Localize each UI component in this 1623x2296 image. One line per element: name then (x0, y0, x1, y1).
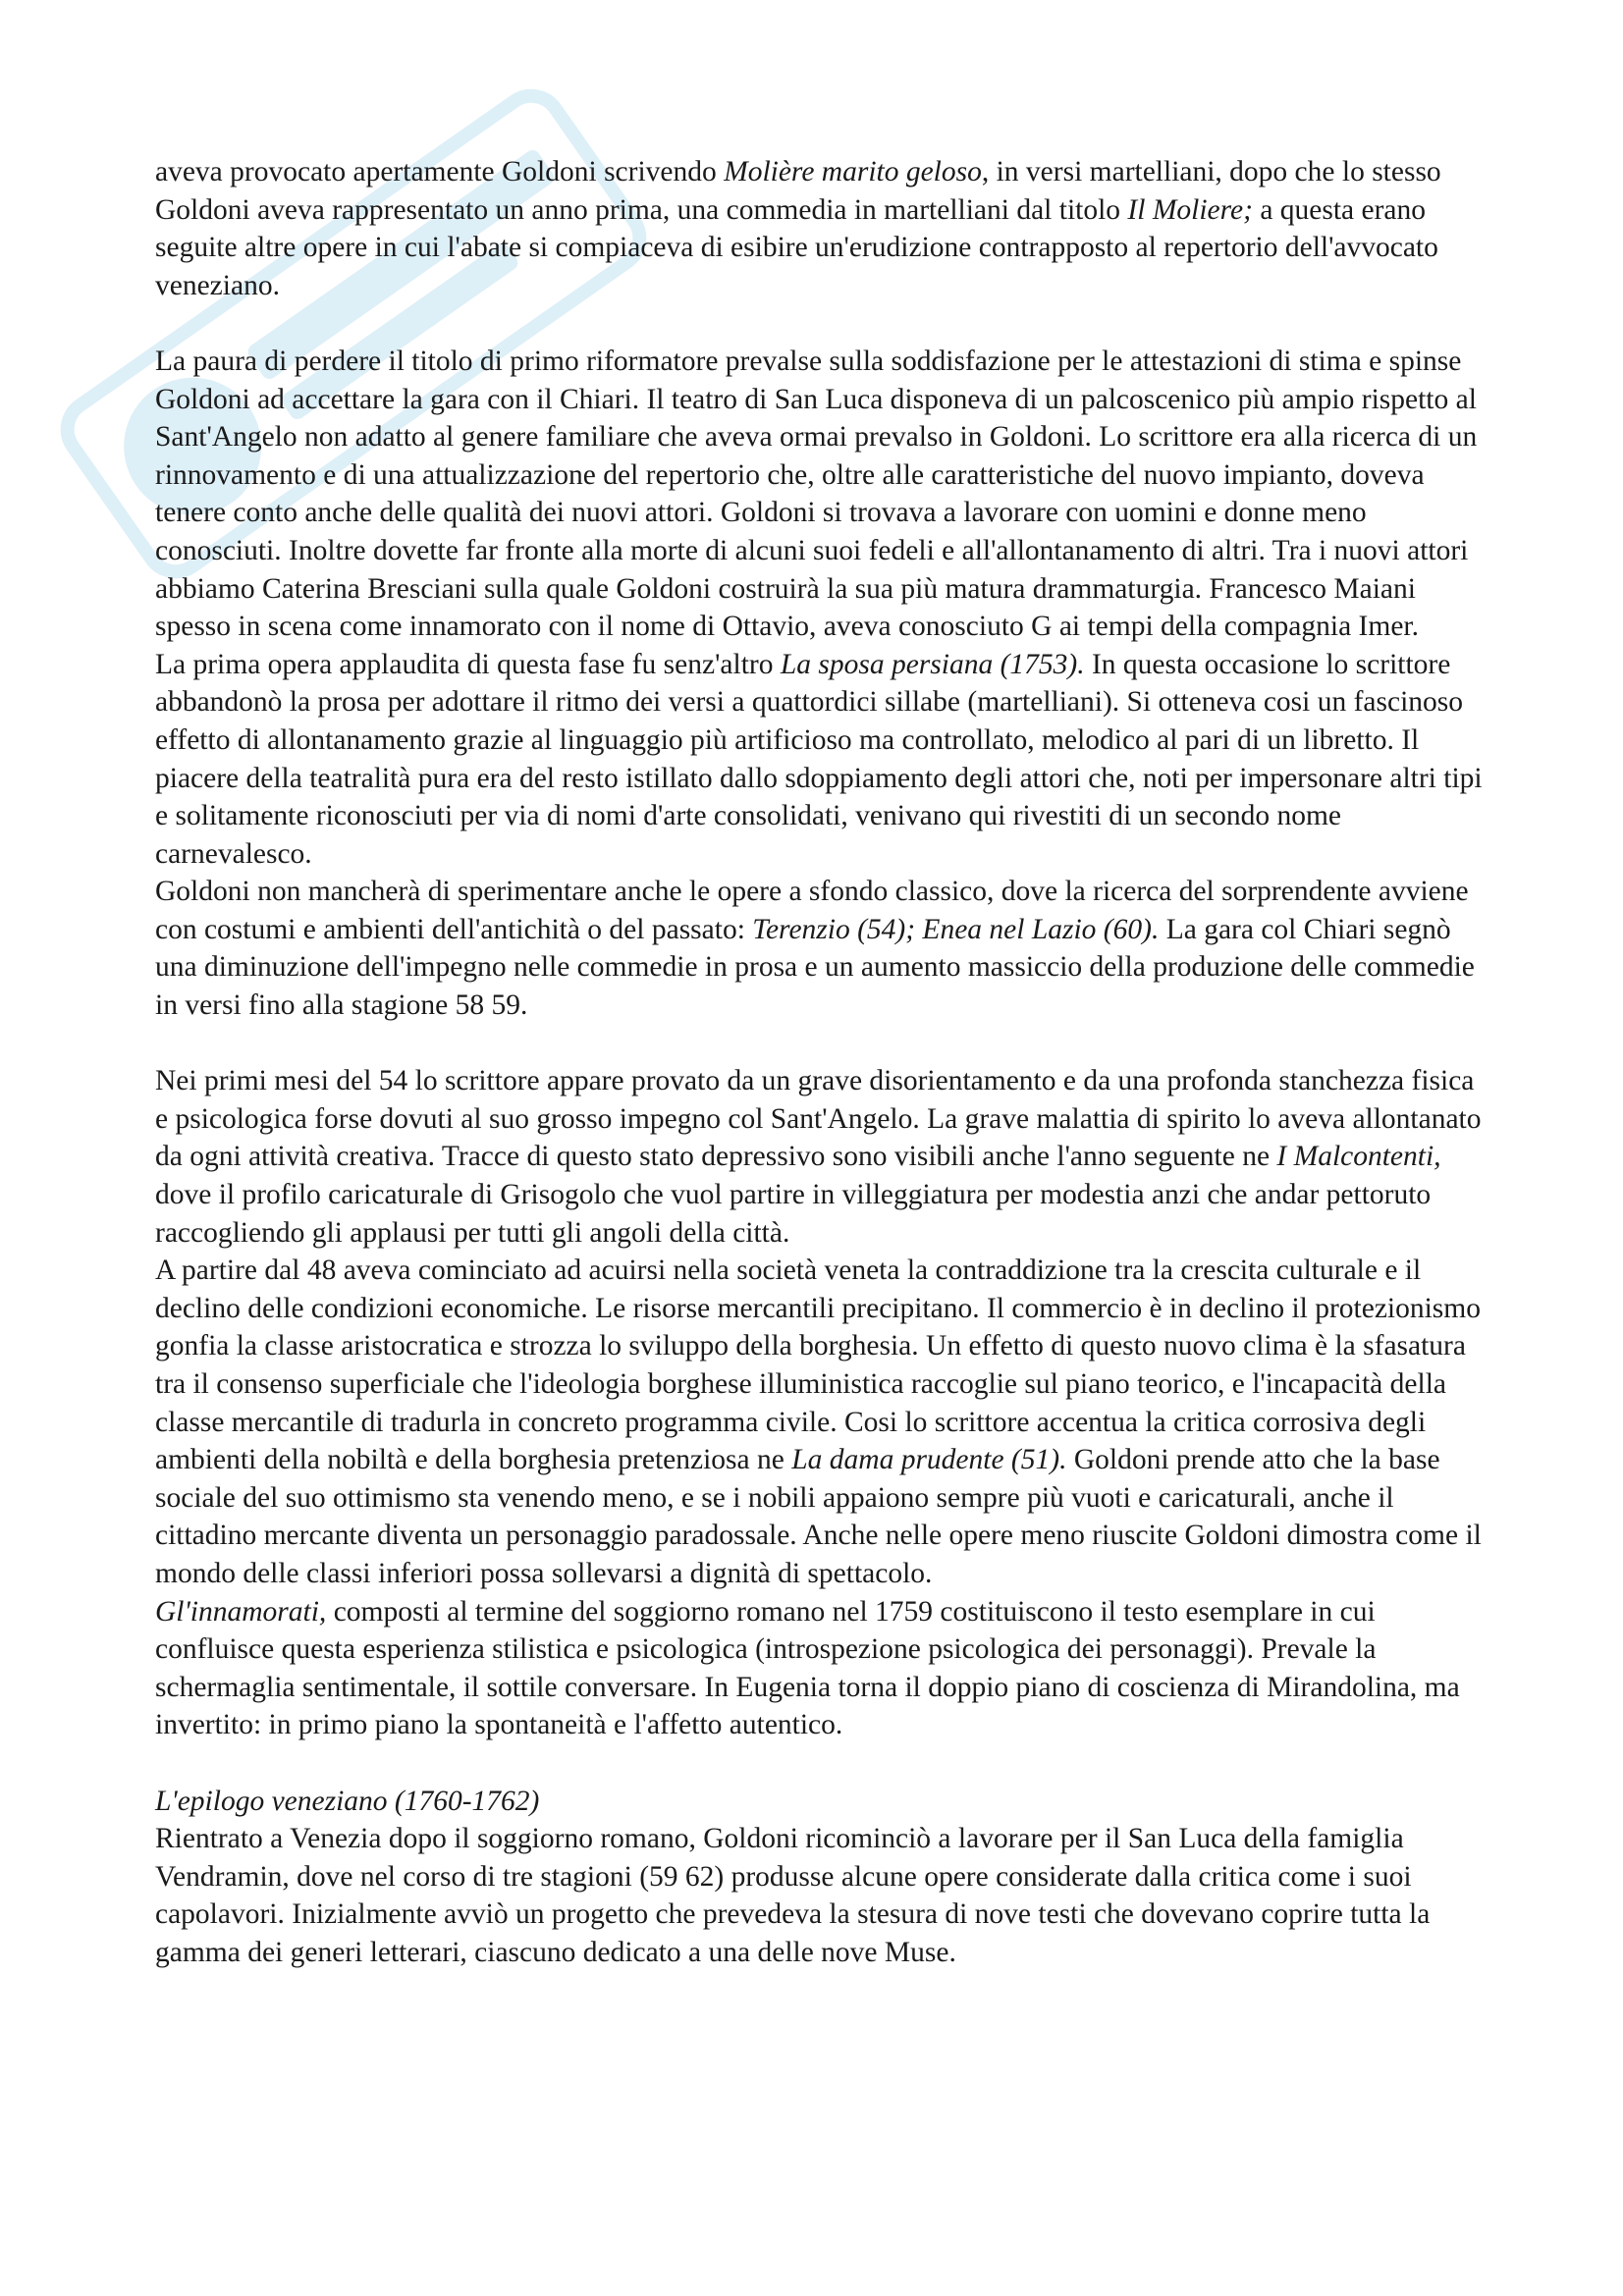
italic-text: I Malcontenti, (1276, 1141, 1441, 1173)
text-run: In questa occasione lo scrittore abbandonò la prosa per adottare il ritmo dei versi a quattordici sillabe (martelliani). Si otteneva cosi un fascinoso effetto di allontanamento grazie al linguaggio più artificioso ma controllato, melodico al pari di un libretto. Il piacere della teatralità pura era del resto istillato dallo sdoppiamento degli attori che, noti per impersonare altri tipi e solitamente riconosciuti per via di nomi d'arte consolidati, venivano qui rivestiti di un secondo nome carnevalesco. (155, 648, 1483, 870)
text-run: A partire dal 48 aveva cominciato ad acuirsi nella società veneta la contraddizione tra la crescita culturale e il declino delle condizioni economiche. Le risorse mercantili precipitano. Il commercio è in declino il protezionismo gonfia la classe aristocratica e strozza lo sviluppo della borghesia. Un effetto di questo nuovo clima è la sfasatura tra il consenso superficiale che l'ideologia borghese illuministica raccoglie sul piano teorico, e l'incapacità della classe mercantile di tradurla in concreto programma civile. Cosi lo scrittore accentua la critica corrosiva degli ambienti della nobiltà e della borghesia pretenziosa ne (155, 1255, 1481, 1476)
paragraph (155, 1820, 1483, 1971)
text-run: La gara col Chiari segnò una diminuzione dell'impegno nelle commedie in prosa e un aumento massiccio della produzione delle commedie in versi fino alla stagione 58 59. (155, 913, 1475, 1022)
text-run: Goldoni non mancherà di sperimentare anche le opere a sfondo classico, dove la ricerca del sorprendente avviene con costumi e ambienti dell'antichità o del passato: (155, 876, 1469, 945)
italic-text: La dama prudente (51). (791, 1444, 1067, 1476)
paragraph-gap (155, 1744, 1483, 1783)
text-run: , in versi martelliani, dopo che lo stesso Goldoni aveva rappresentato un anno prima, una commedia in martelliani dal titolo (155, 156, 1441, 226)
italic-text: Molière marito geloso (724, 156, 982, 187)
italic-text: Il Moliere; (1127, 193, 1253, 226)
italic-text: Terenzio (54); Enea nel Lazio (60). (752, 913, 1160, 945)
text-run: Goldoni prende atto che la base sociale del suo ottimismo sta venendo meno, e se i nobili appaiono sempre più vuoti e caricaturali, anche il cittadino mercante diventa un personaggio paradossale. Anche nelle opere meno riuscite Goldoni dimostra come il mondo delle classi inferiori possa sollevarsi a dignità di spettacolo. (155, 1444, 1482, 1589)
paragraph (155, 153, 1483, 304)
section-heading (155, 1783, 1483, 1821)
italic-text: Gl'innamorati, (155, 1595, 327, 1628)
paragraph-gap (155, 1025, 1483, 1063)
text-run: Nei primi mesi del 54 lo scrittore appare provato da un grave disorientamento e da una profonda stanchezza fisica e psicologica forse dovuti al suo grosso impegno col Sant'Angelo. La grave malattia di spirito lo aveva allontanato da ogni attività creativa. Tracce di questo stato depressivo sono visibili anche l'anno seguente ne (155, 1065, 1482, 1173)
document-page (155, 153, 1483, 1972)
italic-text: L'epilogo veneziano (1760-1762) (155, 1785, 540, 1817)
paragraph-gap (155, 304, 1483, 343)
paragraph (155, 1593, 1483, 1744)
text-run: aveva provocato apertamente Goldoni scrivendo (155, 156, 725, 187)
paragraph (155, 1062, 1483, 1252)
text-run: a questa erano seguite altre opere in cui l'abate si compiaceva di esibire un'erudizione contrapposto al repertorio dell'avvocato veneziano. (155, 193, 1438, 301)
paragraph (155, 343, 1483, 646)
paragraph (155, 646, 1483, 874)
text-run: Rientrato a Venezia dopo il soggiorno romano, Goldoni ricominciò a lavorare per il San Luca della famiglia Vendramin, dove nel corso di tre stagioni (59 62) produsse alcune opere considerate dalla critica come i suoi capolavori. Inizialmente avviò un progetto che prevedeva la stesura di nove testi che dovevano coprire tutta la gamma dei generi letterari, ciascuno dedicato a una delle nove Muse. (155, 1823, 1431, 1968)
italic-text: La sposa persiana (1753). (780, 648, 1085, 680)
text-run: composti al termine del soggiorno romano nel 1759 costituiscono il testo esemplare in cui confluisce questa esperienza stilistica e psicologica (introspezione psicologica dei personaggi). Prevale la schermaglia sentimentale, il sottile conversare. In Eugenia torna il doppio piano di coscienza di Mirandolina, ma invertito: in primo piano la spontaneità e l'affetto autentico. (155, 1595, 1460, 1741)
text-run: dove il profilo caricaturale di Grisogolo che vuol partire in villeggiatura per modestia anzi che andar pettoruto raccogliendo gli applausi per tutti gli angoli della città. (155, 1179, 1432, 1249)
text-run: La paura di perdere il titolo di primo riformatore prevalse sulla soddisfazione per le attestazioni di stima e spinse Goldoni ad accettare la gara con il Chiari. Il teatro di San Luca disponeva di un palcoscenico più ampio rispetto al Sant'Angelo non adatto al genere familiare che aveva ormai prevalso in Goldoni. Lo scrittore era alla ricerca di un rinnovamento e di una attualizzazione del repertorio che, oltre alle caratteristiche del nuovo impianto, doveva tenere conto anche delle qualità dei nuovi attori. Goldoni si trovava a lavorare con uomini e donne meno conosciuti. Inoltre dovette far fronte alla morte di alcuni suoi fedeli e all'allontanamento di altri. Tra i nuovi attori abbiamo Caterina Bresciani sulla quale Goldoni costruirà la sua più matura drammaturgia. Francesco Maiani spesso in scena come innamorato con il nome di Ottavio, aveva conosciuto G ai tempi della compagnia Imer. (155, 345, 1478, 643)
paragraph (155, 873, 1483, 1024)
paragraph (155, 1252, 1483, 1592)
text-run: La prima opera applaudita di questa fase fu senz'altro (155, 648, 781, 680)
